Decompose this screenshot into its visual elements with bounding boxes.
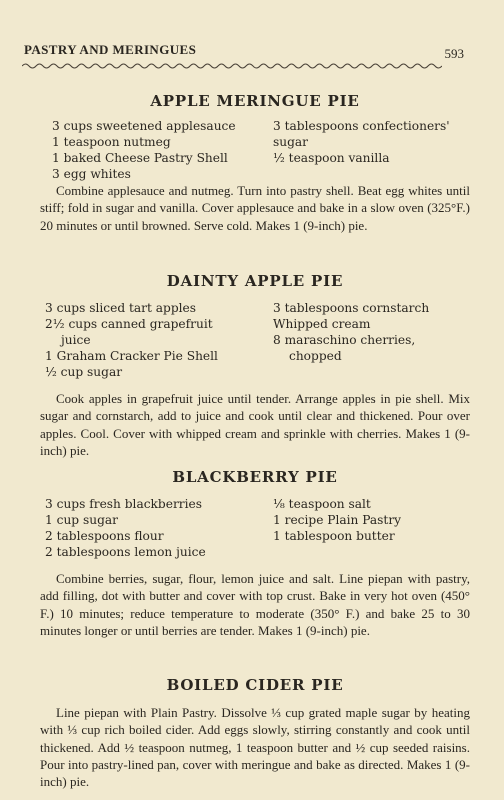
ingredient: 1 cup sugar (45, 513, 118, 527)
ingredient: 3 cups sliced tart apples (45, 301, 196, 315)
recipe-apple-meringue-pie (40, 92, 470, 233)
recipe-method (40, 704, 470, 790)
ingredient-list (40, 496, 470, 560)
wavy-rule (22, 62, 442, 70)
recipe-blackberry-pie (40, 468, 470, 638)
ingredient: ½ cup sugar (45, 365, 123, 379)
recipe-title: BLACKBERRY PIE (172, 468, 338, 486)
ingredient: 3 cups sweetened applesauce (52, 119, 236, 133)
ingredient: ⅛ teaspoon salt (273, 497, 371, 511)
ingredient: chopped (289, 349, 342, 363)
ingredient: 2 tablespoons flour (45, 529, 164, 543)
running-head (24, 40, 464, 60)
recipe-title: APPLE MERINGUE PIE (150, 92, 360, 110)
ingredient: 8 maraschino cherries, (273, 333, 416, 347)
ingredient: Whipped cream (273, 317, 371, 331)
method-text: Cook apples in grapefruit juice until tender. Arrange apples in pie shell. Mix sugar and cornstarch, add to juice and cook until clear and thickened. Pour over apples. Cool. Cover with whipped cream and sprinkle with cherries. Makes 1 (9-inch) pie. (40, 391, 470, 458)
ingredient: 1 recipe Plain Pastry (273, 513, 402, 527)
method-text: Combine applesauce and nutmeg. Turn into pastry shell. Beat egg whites until stiff; fold in sugar and vanilla. Cover applesauce and bake in a slow oven (325°F.) 20 minutes or until browned. Serve cold. Makes 1 (9-inch) pie. (40, 183, 470, 233)
ingredient: 3 tablespoons confectioners' (273, 119, 450, 133)
ingredient: ½ teaspoon vanilla (273, 151, 390, 165)
ingredient: 1 tablespoon butter (273, 529, 395, 543)
section-title: PASTRY AND MERINGUES (24, 42, 197, 57)
ingredient: 2 tablespoons lemon juice (45, 545, 206, 559)
recipe-method (40, 182, 470, 234)
method-text: Combine berries, sugar, flour, lemon juice and salt. Line piepan with pastry, add filling, dot with butter and cover with top crust. Bake in very hot oven (450° F.) 10 minutes; reduce temperature to moderate (350° F.) and bake 25 to 30 minutes longer or until berries are tender. Makes 1 (9-inch) pie. (40, 571, 470, 638)
ingredient: sugar (273, 135, 308, 149)
ingredient: 1 baked Cheese Pastry Shell (52, 151, 228, 165)
recipe-boiled-cider-pie (40, 676, 470, 790)
recipe-dainty-apple-pie (40, 272, 470, 458)
ingredient: 3 cups fresh blackberries (45, 497, 202, 511)
recipe-title: BOILED CIDER PIE (166, 676, 344, 694)
ingredient: 2½ cups canned grapefruit (45, 317, 213, 331)
recipe-method (40, 390, 470, 459)
page-number: 593 (444, 46, 464, 61)
ingredient-list (40, 300, 470, 380)
ingredient: 1 teaspoon nutmeg (52, 135, 171, 149)
ingredient: 3 tablespoons cornstarch (273, 301, 430, 315)
recipe-title: DAINTY APPLE PIE (166, 272, 344, 290)
ingredient: juice (61, 333, 91, 347)
ingredient: 1 Graham Cracker Pie Shell (45, 349, 218, 363)
ingredient-list (40, 118, 470, 182)
recipe-method (40, 570, 470, 639)
method-text: Line piepan with Plain Pastry. Dissolve ⅓ cup grated maple sugar by heating with ⅓ cup rich boiled cider. Add eggs slowly, stirring constantly and cook until thickened. Add ½ teaspoon nutmeg, 1 teaspoon butter and ½ cup seeded raisins. Pour into pastry-lined pan, cover with meringue and bake as directed. Makes 1 (9-inch) pie. (40, 705, 470, 790)
ingredient: 3 egg whites (52, 167, 131, 181)
